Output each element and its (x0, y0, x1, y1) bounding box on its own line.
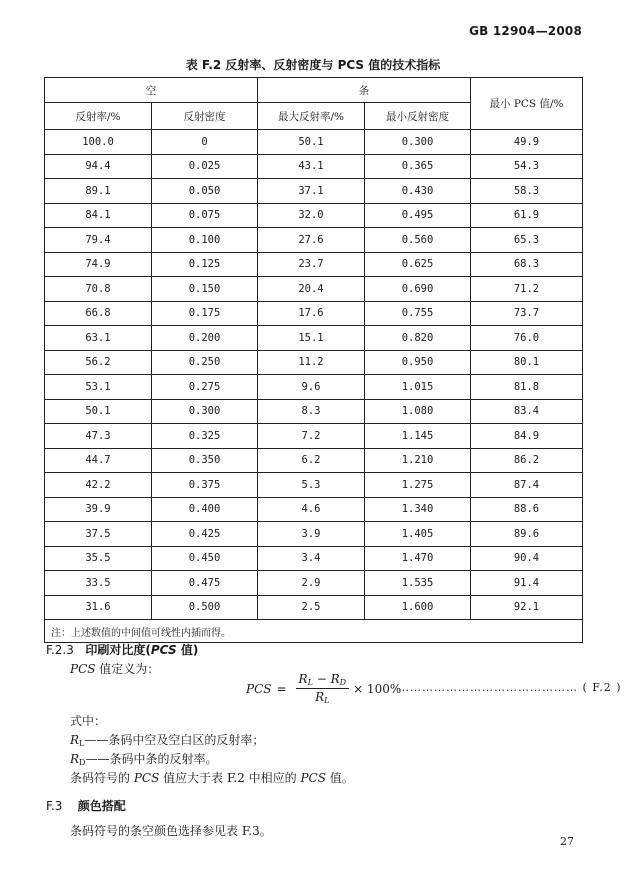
cell-min-density: 1.600 (365, 595, 471, 620)
cell-density: 0.175 (152, 301, 258, 326)
cell-max-reflectance: 27.6 (258, 228, 365, 253)
cell-max-reflectance: 9.6 (258, 375, 365, 400)
table-row (45, 424, 583, 449)
cell-min-pcs: 65.3 (471, 228, 583, 253)
table-row (45, 546, 583, 571)
requirement-c: 值。 (325, 771, 354, 785)
formula-fraction (296, 672, 350, 705)
cell-max-reflectance: 37.1 (258, 179, 365, 204)
cell-min-density: 1.080 (365, 399, 471, 424)
equation-number: ……………………………………… ( F.2 ) (398, 681, 622, 694)
cell-min-pcs: 73.7 (471, 301, 583, 326)
rd-definition (70, 750, 217, 767)
cell-density: 0.325 (152, 424, 258, 449)
cell-min-density: 1.275 (365, 473, 471, 498)
table-row (45, 154, 583, 179)
cell-min-pcs: 83.4 (471, 399, 583, 424)
cell-density: 0.375 (152, 473, 258, 498)
cell-min-pcs: 89.6 (471, 522, 583, 547)
formula-times: × 100% (353, 681, 402, 696)
formula-denominator (315, 689, 329, 705)
table-row (45, 228, 583, 253)
table-row (45, 277, 583, 302)
definition-rest: 值定义为： (95, 662, 160, 676)
formula-numerator (296, 672, 350, 689)
section-f23-heading (46, 641, 198, 658)
cell-density: 0.500 (152, 595, 258, 620)
cell-min-density: 1.015 (365, 375, 471, 400)
cell-min-density: 1.470 (365, 546, 471, 571)
cell-reflectance: 66.8 (45, 301, 152, 326)
section-f23-number: F.2.3 (46, 643, 74, 657)
cell-max-reflectance: 23.7 (258, 252, 365, 277)
cell-reflectance: 63.1 (45, 326, 152, 351)
cell-min-pcs: 61.9 (471, 203, 583, 228)
cell-reflectance: 94.4 (45, 154, 152, 179)
spec-table (44, 77, 583, 643)
table-row (45, 375, 583, 400)
cell-min-density: 0.690 (365, 277, 471, 302)
page-number: 27 (560, 835, 574, 848)
cell-density: 0.350 (152, 448, 258, 473)
col-header-min-density: 最小反射密度 (365, 103, 471, 130)
formula-eq: = (276, 681, 287, 696)
table-row (45, 595, 583, 620)
section-f23-title-suffix: 值) (176, 643, 199, 657)
cell-min-pcs: 49.9 (471, 130, 583, 155)
group-header-bar: 条 (258, 78, 471, 103)
cell-reflectance: 84.1 (45, 203, 152, 228)
cell-min-density: 0.560 (365, 228, 471, 253)
cell-density: 0.025 (152, 154, 258, 179)
cell-max-reflectance: 4.6 (258, 497, 365, 522)
formula-num-b-sub: D (339, 678, 347, 687)
cell-density: 0.425 (152, 522, 258, 547)
rd-symbol: R (70, 752, 80, 766)
col-header-density: 反射密度 (152, 103, 258, 130)
where-label: 式中： (70, 714, 107, 728)
table-note-row (45, 620, 583, 643)
cell-min-pcs: 54.3 (471, 154, 583, 179)
formula-num-a-sub: L (307, 678, 313, 687)
cell-max-reflectance: 3.9 (258, 522, 365, 547)
cell-reflectance: 47.3 (45, 424, 152, 449)
table-title: 表 F.2 反射率、反射密度与 PCS 值的技术指标 (185, 58, 441, 72)
table-row (45, 130, 583, 155)
cell-min-pcs: 88.6 (471, 497, 583, 522)
pcs-requirement (70, 769, 354, 786)
cell-max-reflectance: 6.2 (258, 448, 365, 473)
requirement-a: 条码符号的 (70, 771, 134, 785)
table-row (45, 571, 583, 596)
cell-density: 0.400 (152, 497, 258, 522)
cell-min-pcs: 58.3 (471, 179, 583, 204)
cell-density: 0.200 (152, 326, 258, 351)
cell-min-pcs: 76.0 (471, 326, 583, 351)
requirement-pcs2: PCS (300, 771, 326, 785)
pcs-formula (246, 672, 401, 705)
cell-min-pcs: 71.2 (471, 277, 583, 302)
cell-density: 0.075 (152, 203, 258, 228)
cell-density: 0.050 (152, 179, 258, 204)
cell-max-reflectance: 2.5 (258, 595, 365, 620)
cell-max-reflectance: 32.0 (258, 203, 365, 228)
table-note: 注：上述数值的中间值可线性内插而得。 (45, 620, 583, 643)
cell-max-reflectance: 2.9 (258, 571, 365, 596)
cell-reflectance: 31.6 (45, 595, 152, 620)
cell-min-pcs: 91.4 (471, 571, 583, 596)
cell-min-density: 0.950 (365, 350, 471, 375)
cell-min-density: 0.625 (365, 252, 471, 277)
section-f3-title: 颜色搭配 (77, 799, 126, 813)
col-header-min-pcs: 最小 PCS 值/% (471, 78, 583, 130)
cell-density: 0.250 (152, 350, 258, 375)
cell-min-density: 0.495 (365, 203, 471, 228)
cell-min-density: 0.430 (365, 179, 471, 204)
cell-reflectance: 44.7 (45, 448, 152, 473)
requirement-b: 值应大于表 F.2 中相应的 (159, 771, 301, 785)
cell-min-density: 1.145 (365, 424, 471, 449)
table-row (45, 497, 583, 522)
cell-max-reflectance: 43.1 (258, 154, 365, 179)
formula-num-b: R (330, 672, 340, 686)
table-row (45, 448, 583, 473)
cell-reflectance: 89.1 (45, 179, 152, 204)
cell-min-density: 1.405 (365, 522, 471, 547)
cell-min-pcs: 84.9 (471, 424, 583, 449)
cell-density: 0.300 (152, 399, 258, 424)
cell-max-reflectance: 5.3 (258, 473, 365, 498)
cell-density: 0 (152, 130, 258, 155)
cell-min-density: 1.535 (365, 571, 471, 596)
cell-min-density: 0.820 (365, 326, 471, 351)
cell-reflectance: 35.5 (45, 546, 152, 571)
cell-min-pcs: 80.1 (471, 350, 583, 375)
table-row (45, 473, 583, 498)
table-row (45, 399, 583, 424)
rl-definition (70, 731, 264, 748)
table-row (45, 252, 583, 277)
cell-min-pcs: 68.3 (471, 252, 583, 277)
cell-reflectance: 39.9 (45, 497, 152, 522)
cell-max-reflectance: 11.2 (258, 350, 365, 375)
cell-max-reflectance: 17.6 (258, 301, 365, 326)
formula-lhs: PCS (246, 681, 272, 696)
cell-min-density: 1.210 (365, 448, 471, 473)
cell-max-reflectance: 15.1 (258, 326, 365, 351)
rl-desc: ——条码中空及空白区的反射率； (84, 733, 265, 747)
cell-reflectance: 42.2 (45, 473, 152, 498)
cell-min-density: 0.755 (365, 301, 471, 326)
cell-density: 0.125 (152, 252, 258, 277)
table-row (45, 326, 583, 351)
cell-min-pcs: 81.8 (471, 375, 583, 400)
cell-density: 0.275 (152, 375, 258, 400)
cell-min-density: 0.300 (365, 130, 471, 155)
cell-max-reflectance: 7.2 (258, 424, 365, 449)
formula-den-sub: L (324, 696, 330, 705)
cell-reflectance: 50.1 (45, 399, 152, 424)
cell-reflectance: 37.5 (45, 522, 152, 547)
cell-reflectance: 56.2 (45, 350, 152, 375)
standard-code: GB 12904—2008 (469, 24, 582, 38)
cell-reflectance: 74.9 (45, 252, 152, 277)
section-f23-title-pcs: PCS (150, 643, 177, 657)
formula-den: R (315, 690, 325, 704)
rd-sub: D (79, 758, 86, 767)
table-row (45, 350, 583, 375)
cell-density: 0.150 (152, 277, 258, 302)
cell-density: 0.100 (152, 228, 258, 253)
col-header-reflectance: 反射率/% (45, 103, 152, 130)
group-header-space: 空 (45, 78, 258, 103)
spec-table-body (45, 78, 583, 643)
cell-max-reflectance: 3.4 (258, 546, 365, 571)
cell-reflectance: 79.4 (45, 228, 152, 253)
cell-min-pcs: 86.2 (471, 448, 583, 473)
table-row (45, 179, 583, 204)
cell-max-reflectance: 50.1 (258, 130, 365, 155)
rl-sub: L (79, 739, 85, 748)
cell-min-pcs: 87.4 (471, 473, 583, 498)
section-f3-number: F.3 (46, 799, 63, 813)
definition-pcs: PCS (70, 662, 96, 676)
col-header-max-reflectance: 最大反射率/% (258, 103, 365, 130)
cell-reflectance: 33.5 (45, 571, 152, 596)
cell-min-pcs: 90.4 (471, 546, 583, 571)
table-group-header-row (45, 78, 583, 103)
table-row (45, 203, 583, 228)
cell-reflectance: 100.0 (45, 130, 152, 155)
rl-symbol: R (70, 733, 80, 747)
cell-max-reflectance: 8.3 (258, 399, 365, 424)
section-f3-heading (46, 797, 126, 814)
formula-num-a: R (298, 672, 308, 686)
cell-reflectance: 70.8 (45, 277, 152, 302)
cell-max-reflectance: 20.4 (258, 277, 365, 302)
pcs-definition (70, 660, 159, 677)
section-f23-title-prefix: 印刷对比度( (85, 643, 151, 657)
cell-density: 0.450 (152, 546, 258, 571)
section-f3-body: 条码符号的条空颜色选择参见表 F.3。 (70, 824, 272, 838)
cell-min-density: 0.365 (365, 154, 471, 179)
cell-density: 0.475 (152, 571, 258, 596)
rd-desc: ——条码中条的反射率。 (85, 752, 218, 766)
cell-min-pcs: 92.1 (471, 595, 583, 620)
requirement-pcs1: PCS (133, 771, 160, 785)
cell-min-density: 1.340 (365, 497, 471, 522)
table-row (45, 522, 583, 547)
table-row (45, 301, 583, 326)
formula-minus: − (312, 672, 331, 686)
cell-reflectance: 53.1 (45, 375, 152, 400)
